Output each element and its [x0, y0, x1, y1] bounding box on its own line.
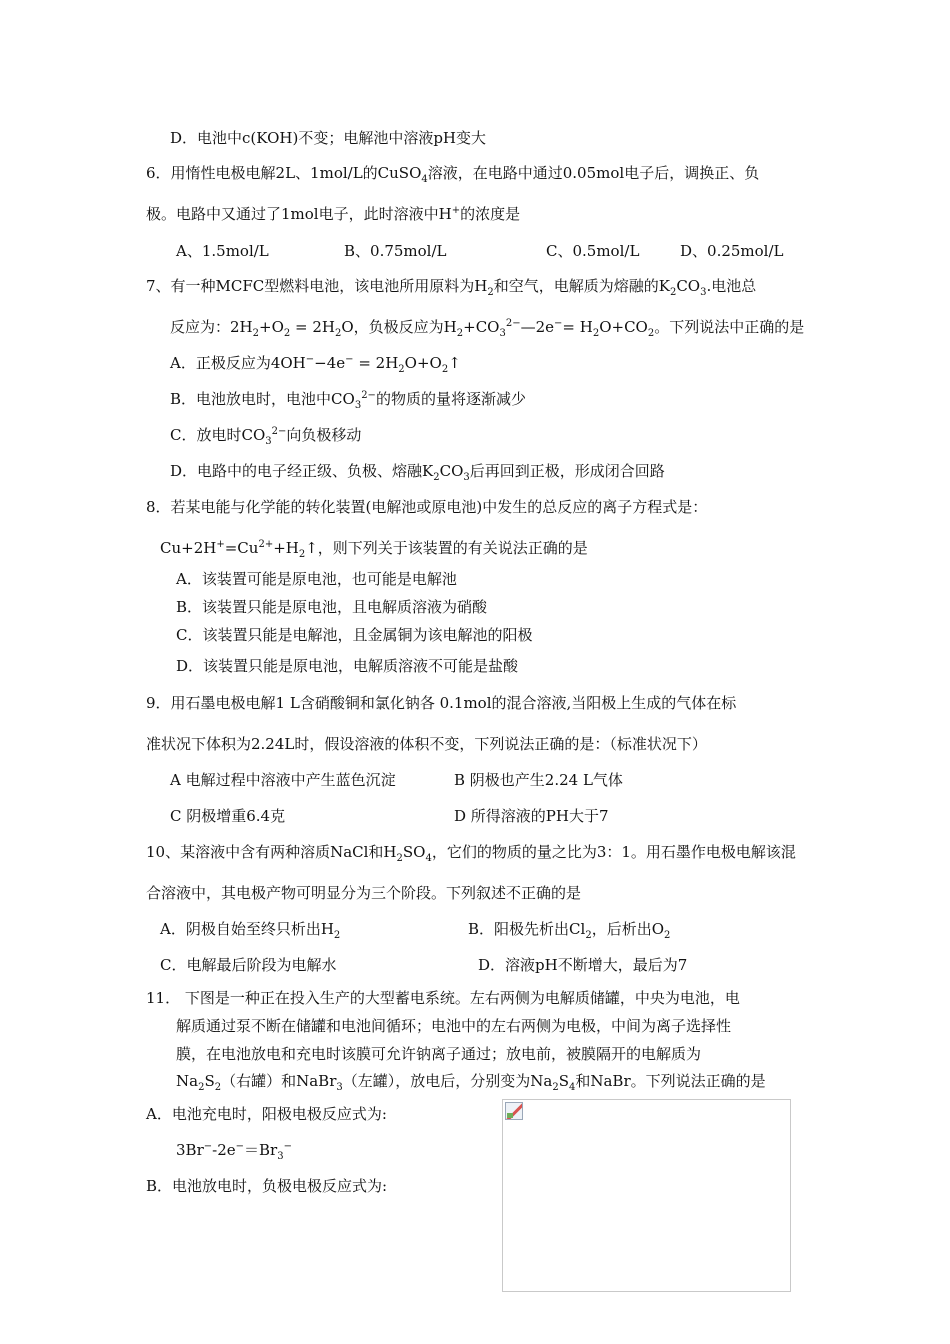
option-11b: B．电池放电时，负极电极反应式为:: [146, 1177, 388, 1195]
option-9d: D 所得溶液的PH大于7: [454, 807, 609, 825]
option-10d: D．溶液pH不断增大，最后为7: [478, 956, 688, 974]
option-6d: D、0.25mol/L: [680, 242, 784, 260]
option-5d: D．电池中c(KOH)不变；电解池中溶液pH变大: [170, 129, 486, 147]
option-8a: A．该装置可能是原电池，也可能是电解池: [176, 570, 457, 588]
question-8-line1: 8．若某电能与化学能的转化装置(电解池或原电池)中发生的总反应的离子方程式是：: [146, 498, 708, 516]
question-7-line1: 7、有一种MCFC型燃料电池，该电池所用原料为$H_2$和空气，电解质为熔融的$K_2CO_3$.电池总: [146, 277, 757, 298]
option-6c: C、0.5mol/L: [546, 242, 640, 260]
question-6-line1: 6．用惰性电极电解2L、1mol/L的CuSO$_4$溶液，在电路中通过0.05mol电子后，调换正、负: [146, 164, 760, 185]
question-10-line1: 10、某溶液中含有两种溶质NaCl和$H_2SO_4$，它们的物质的量之比为3：1。用石墨作电极电解该混: [146, 843, 796, 864]
question-11-line1: 11． 下图是一种正在投入生产的大型蓄电系统。左右两侧为电解质储罐，中央为电池，电: [146, 989, 740, 1007]
option-7d: D．电路中的电子经正级、负极、熔融$K_2CO_3$后再回到正极，形成闭合回路: [170, 462, 665, 483]
option-11a: A．电池充电时，阳极电极反应式为:: [146, 1105, 387, 1123]
option-10b: B．阳极先析出$Cl_2$，后析出$O_2$: [468, 920, 671, 941]
option-10a: A．阴极自始至终只析出$H_2$: [160, 920, 341, 941]
equation-11a: $3Br^--2e^-=Br_3^-$: [176, 1141, 292, 1162]
question-6-line2: 极。电路中又通过了1mol电子，此时溶液中H+的浓度是: [146, 205, 521, 223]
question-8-line2: $Cu+2H^+=Cu^{2+}+H_2↑$，则下列关于该装置的有关说法正确的是: [160, 539, 588, 560]
option-7b: B．电池放电时，电池中$CO_3^{2-}$的物质的量将逐渐减少: [170, 390, 526, 411]
option-8d: D．该装置只能是原电池，电解质溶液不可能是盐酸: [176, 657, 519, 675]
figure-placeholder: [502, 1099, 791, 1292]
option-6b: B、0.75mol/L: [344, 242, 447, 260]
question-11-line2: 解质通过泵不断在储罐和电池间循环；电池中的左右两侧为电极，中间为离子选择性: [176, 1017, 732, 1035]
option-9c: C 阴极增重6.4克: [170, 807, 286, 825]
question-11-line4: $Na_2S_2$（右罐）和NaBr$_3$（左罐），放电后，分别变为$Na_2S_4$和NaBr。下列说法正确的是: [176, 1072, 766, 1093]
option-8c: C．该装置只能是电解池，且金属铜为该电解池的阳极: [176, 626, 533, 644]
option-7c: C．放电时$CO_3^{2-}$向负极移动: [170, 426, 362, 447]
question-9-line1: 9．用石墨电极电解1 L含硝酸铜和氯化钠各 0.1mol的混合溶液,当阳极上生成的气体在标: [146, 694, 737, 712]
question-11-line3: 膜，在电池放电和充电时该膜可允许钠离子通过；放电前，被膜隔开的电解质为: [176, 1045, 702, 1063]
question-10-line2: 合溶液中，其电极产物可明显分为三个阶段。下列叙述不正确的是: [146, 884, 582, 902]
broken-image-icon: [505, 1102, 523, 1120]
option-8b: B．该装置只能是原电池，且电解质溶液为硝酸: [176, 598, 488, 616]
question-9-line2: 准状况下体积为2.24L时，假设溶液的体积不变，下列说法正确的是：（标准状况下）: [146, 735, 707, 753]
question-7-line2: 反应为：$2H_2+O_2 = 2H_2O$，负极反应为$H_2+CO_3^{2-}—2e^-= H_2O+CO_2$。下列说法中正确的是: [170, 318, 805, 339]
option-6a: A、1.5mol/L: [176, 242, 269, 260]
option-7a: A．正极反应为$4OH^--4e^- = 2H_2O+O_2↑$: [170, 354, 461, 375]
option-9b: B 阴极也产生2.24 L气体: [454, 771, 623, 789]
option-9a: A 电解过程中溶液中产生蓝色沉淀: [170, 771, 396, 789]
option-10c: C．电解最后阶段为电解水: [160, 956, 337, 974]
